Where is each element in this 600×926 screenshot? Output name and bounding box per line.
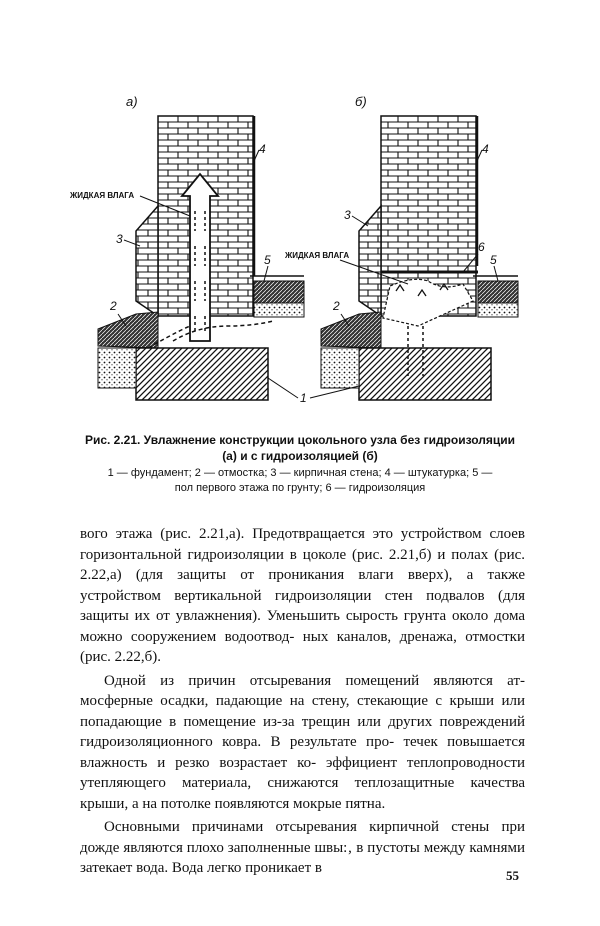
text-line: Основными причинами отсыревания кирпичной стены (104, 819, 490, 835)
text-line: повреждений гидроизоляционного ковра. В результате про- (80, 713, 526, 750)
moisture-label-a: ЖИДКАЯ ВЛАГА (70, 191, 135, 200)
text-line: слоев горизонтальной гидроизоляции в цоколе (рис. 2.21,б) (80, 526, 526, 563)
moisture-label-b: ЖИДКАЯ ВЛАГА (285, 251, 350, 260)
text-line: вого этажа (рис. 2.21,а). Предотвращается это устройством (80, 526, 482, 542)
paragraph-3 (80, 817, 525, 879)
panel-b (284, 94, 518, 400)
panel-a (69, 94, 304, 400)
floor-base-a (254, 303, 304, 317)
text-line: эффициент теплопроводности утепляющего материала, (80, 754, 525, 791)
caption-title-line: Рис. 2.21. Увлажнение конструкции цокольного узла без гидроизоляции (84, 433, 516, 447)
text-line: или попадающие в помещение из-за трещин или других (80, 693, 526, 730)
figure-caption-legend (40, 466, 560, 496)
text-line: течек повышается влажность и резко возрастает ко- (80, 734, 525, 771)
blind-area-b (321, 312, 381, 348)
paragraph-2 (80, 671, 525, 815)
figure-drawing (70, 86, 518, 416)
caption-legend-line: 1 — фундамент; 2 — отмостка; 3 — кирпичная стена; 4 — штукатурка; 5 — (107, 467, 493, 479)
callout-1: 1 (300, 391, 307, 405)
plinth-a (136, 206, 158, 316)
blind-area-a (98, 312, 158, 348)
callout-6-b: 6 (478, 240, 485, 254)
callout-4-b: 4 (482, 142, 489, 156)
text-line: вверх), а также устройством вертикальной гидроизоляции (80, 567, 526, 604)
figure-caption-title (40, 432, 560, 464)
page-number: 55 (506, 868, 519, 883)
text-line: появляются мокрые пятна. (214, 795, 386, 812)
foundation-a (136, 348, 268, 400)
paragraph-1 (80, 524, 525, 668)
text-line: ных каналов, дренажа, отмостки (рис. 2.22,б). (80, 628, 525, 665)
text-line: стен подвалов (для защиты их от увлажнения). Уменьшить (80, 587, 526, 624)
panel-b-label: б) (355, 94, 367, 109)
floor-base-b (478, 303, 518, 317)
floor-b (478, 281, 518, 303)
callout-5-b: 5 (490, 253, 497, 267)
text-line: снижаются теплозащитные качества крыши, а на потолке (80, 775, 525, 812)
callout-3-b: 3 (344, 208, 351, 222)
panel-a-label: а) (126, 94, 138, 109)
floor-a (254, 281, 304, 303)
callout-5-a: 5 (264, 253, 271, 267)
text-line: при дожде являются плохо заполненные швы:‚ в пустоты (80, 819, 525, 856)
callout-2-a: 2 (110, 299, 117, 313)
foundation-b (359, 348, 491, 400)
callout-2-b: 2 (333, 299, 340, 313)
text-line: между камнями затекает вода. Вода легко проникает в (80, 839, 525, 876)
text-line: Одной из причин отсыревания помещений являются ат- (104, 672, 525, 689)
callout-4-a: 4 (259, 142, 266, 156)
body-text (80, 524, 525, 879)
caption-title-line: (а) и с гидроизоляцией (б) (222, 449, 378, 463)
callout-3-a: 3 (116, 232, 123, 246)
text-line: сырость грунта около дома можно сооружением водоотвод- (80, 608, 525, 645)
caption-legend-line: пол первого этажа по грунту; 6 — гидроизоляция (174, 482, 426, 494)
text-line: мосферные осадки, падающие на стену, стекающие с крыши (80, 693, 494, 709)
figure-2-21 (70, 86, 518, 416)
text-line: и полах (рис. 2.22,а) (для защиты от проникания влаги (80, 546, 526, 583)
